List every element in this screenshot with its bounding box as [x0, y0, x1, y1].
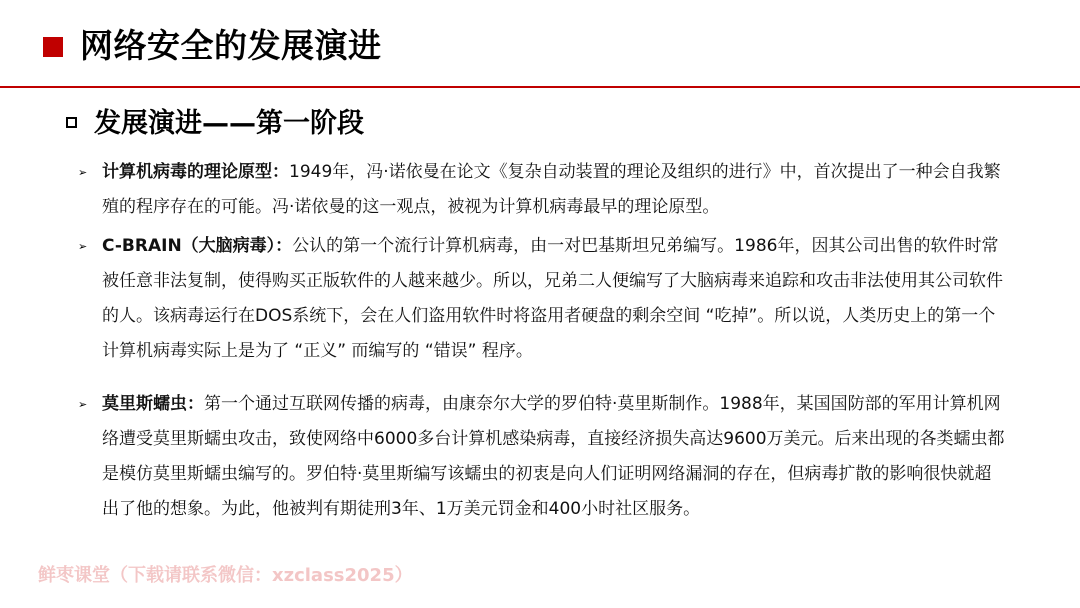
bullet-item-morris [102, 387, 1007, 527]
bullet-text: 1949年，冯·诺依曼在论文《复杂自动装置的理论及组织的进行》中，首次提出了一种会自我繁殖的程序存在的可能。冯·诺依曼的这一观点，被视为计算机病毒最早的理论原型。 [102, 162, 1001, 217]
bullet-text: 第一个通过互联网传播的病毒，由康奈尔大学的罗伯特·莫里斯制作。1988年，某国国防部的军用计算机网络遭受莫里斯蠕虫攻击，致使网络中6000多台计算机感染病毒，直接经济损失高达9600万美元。后来出现的各类蠕虫都是模仿莫里斯蠕虫编写的。罗伯特·莫里斯编写该蠕虫的初衷是向人们证明网络漏洞的存在，但病毒扩散的影响很快就超出了他的想象。为此，他被判有期徒刑3年、1万美元罚金和400小时社区服务。 [102, 394, 1005, 519]
bullet-item-cbrain [102, 229, 1007, 369]
arrow-bullet-icon: ➢ [78, 398, 88, 411]
bullet-term: 计算机病毒的理论原型： [102, 162, 289, 182]
arrow-bullet-icon: ➢ [78, 240, 88, 253]
title-divider [0, 86, 1080, 88]
bullet-item-theory [102, 155, 1007, 225]
title-square-icon [43, 37, 63, 57]
bullet-text: 公认的第一个流行计算机病毒，由一对巴基斯坦兄弟编写。1986年，因其公司出售的软件时常被任意非法复制，使得购买正版软件的人越来越少。所以，兄弟二人便编写了大脑病毒来追踪和攻击非法使用其公司软件的人。该病毒运行在DOS系统下，会在人们盗用软件时将盗用者硬盘的剩余空间 “吃掉”。所以说，人类历史上的第一个计算机病毒实际上是为了 “正义” 而编写的 “错误” 程序。 [102, 236, 1003, 361]
section-subtitle: 发展演进——第一阶段 [94, 108, 364, 139]
bullet-term: C-BRAIN（大脑病毒）： [102, 236, 293, 256]
arrow-bullet-icon: ➢ [78, 166, 88, 179]
hollow-square-icon [66, 117, 77, 128]
page-title: 网络安全的发展演进 [80, 26, 382, 65]
bullet-term: 莫里斯蠕虫： [102, 394, 204, 414]
watermark: 鲜枣课堂（下载请联系微信：xzclass2025） [38, 565, 413, 586]
